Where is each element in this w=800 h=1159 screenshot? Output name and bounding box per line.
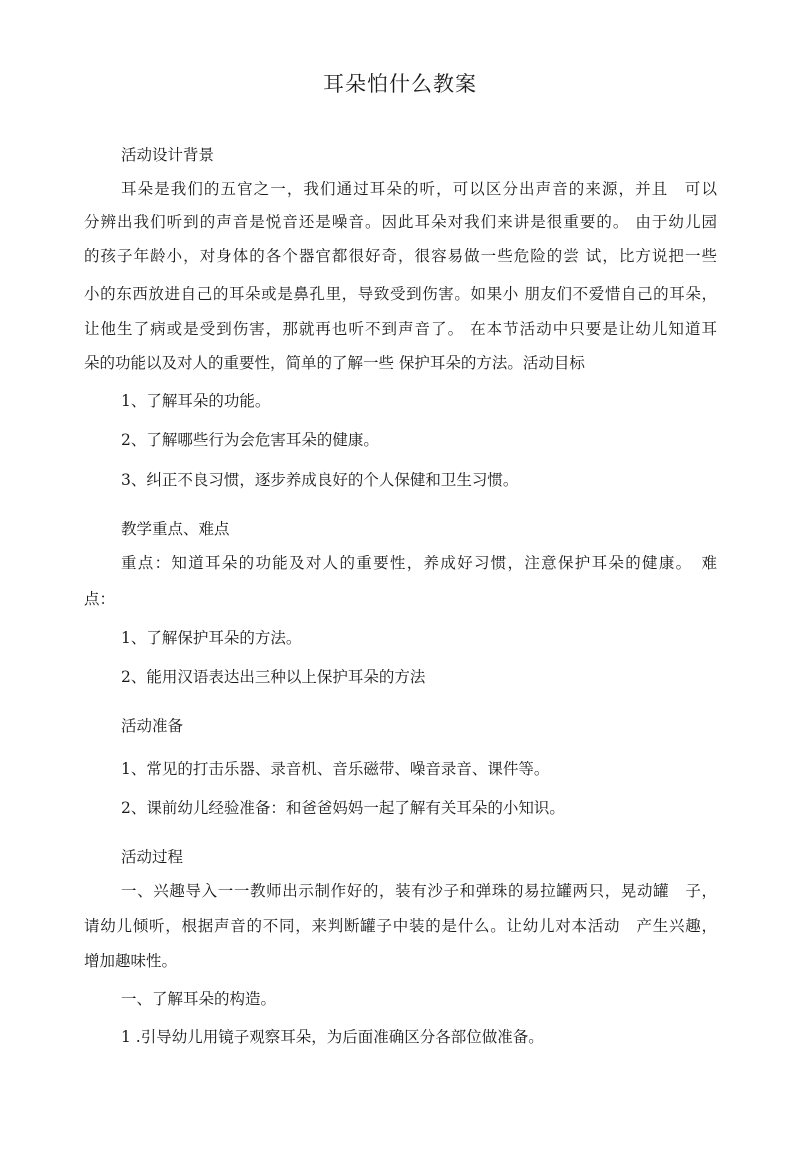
paragraph-line: 请幼儿倾听，根据声音的不同，来判断罐子中装的是什么。让幼儿对本活动 产生兴趣， (84, 917, 717, 935)
goal-item: 1、了解耳朵的功能。 (121, 392, 271, 410)
section-heading-background: 活动设计背景 (121, 146, 215, 164)
paragraph-line: 分辨出我们听到的声音是悦音还是噪音。因此耳朵对我们来讲是很重要的。 由于幼儿园 (84, 213, 717, 231)
section-heading-key-points: 教学重点、难点 (121, 520, 230, 538)
key-point-item: 2、能用汉语表达出三种以上保护耳朵的方法 (121, 668, 426, 686)
paragraph-line: 的孩子年龄小，对身体的各个器官都很好奇，很容易做一些危险的尝 试，比方说把一些 (84, 247, 717, 265)
process-item: 一、了解耳朵的构造。 (121, 990, 277, 1008)
key-point-item: 1、了解保护耳朵的方法。 (121, 629, 302, 647)
preparation-item: 2、课前幼儿经验准备：和爸爸妈妈一起了解有关耳朵的小知识。 (121, 799, 565, 817)
paragraph-line: 让他生了病或是受到伤害，那就再也听不到声音了。 在本节活动中只要是让幼儿知道耳 (84, 320, 717, 338)
document-title: 耳朵怕什么教案 (323, 72, 477, 96)
paragraph-line: 耳朵是我们的五官之一，我们通过耳朵的听，可以区分出声音的来源，并且 可以 (121, 180, 717, 198)
paragraph-line: 增加趣味性。 (84, 952, 178, 970)
paragraph-line: 重点：知道耳朵的功能及对人的重要性，养成好习惯，注意保护耳朵的健康。 难 (121, 554, 717, 572)
goal-item: 2、了解哪些行为会危害耳朵的健康。 (121, 431, 379, 449)
paragraph-line: 朵的功能以及对人的重要性，简单的了解一些 保护耳朵的方法。活动目标 (84, 354, 585, 372)
preparation-item: 1、常见的打击乐器、录音机、音乐磁带、噪音录音、课件等。 (121, 760, 550, 778)
section-heading-preparation: 活动准备 (121, 717, 184, 735)
paragraph-line: 一、兴趣导入一一教师出示制作好的，装有沙子和弹珠的易拉罐两只，晃动罐 子， (121, 882, 717, 900)
paragraph-line: 点： (84, 590, 116, 608)
section-heading-process: 活动过程 (121, 848, 184, 866)
process-item: 1 .引导幼儿用镜子观察耳朵，为后面准确区分各部位做准备。 (121, 1028, 544, 1046)
paragraph-line: 小的东西放进自己的耳朵或是鼻孔里，导致受到伤害。如果小 朋友们不爱惜自己的耳朵， (84, 285, 717, 303)
goal-item: 3、纠正不良习惯，逐步养成良好的个人保健和卫生习惯。 (121, 471, 519, 489)
